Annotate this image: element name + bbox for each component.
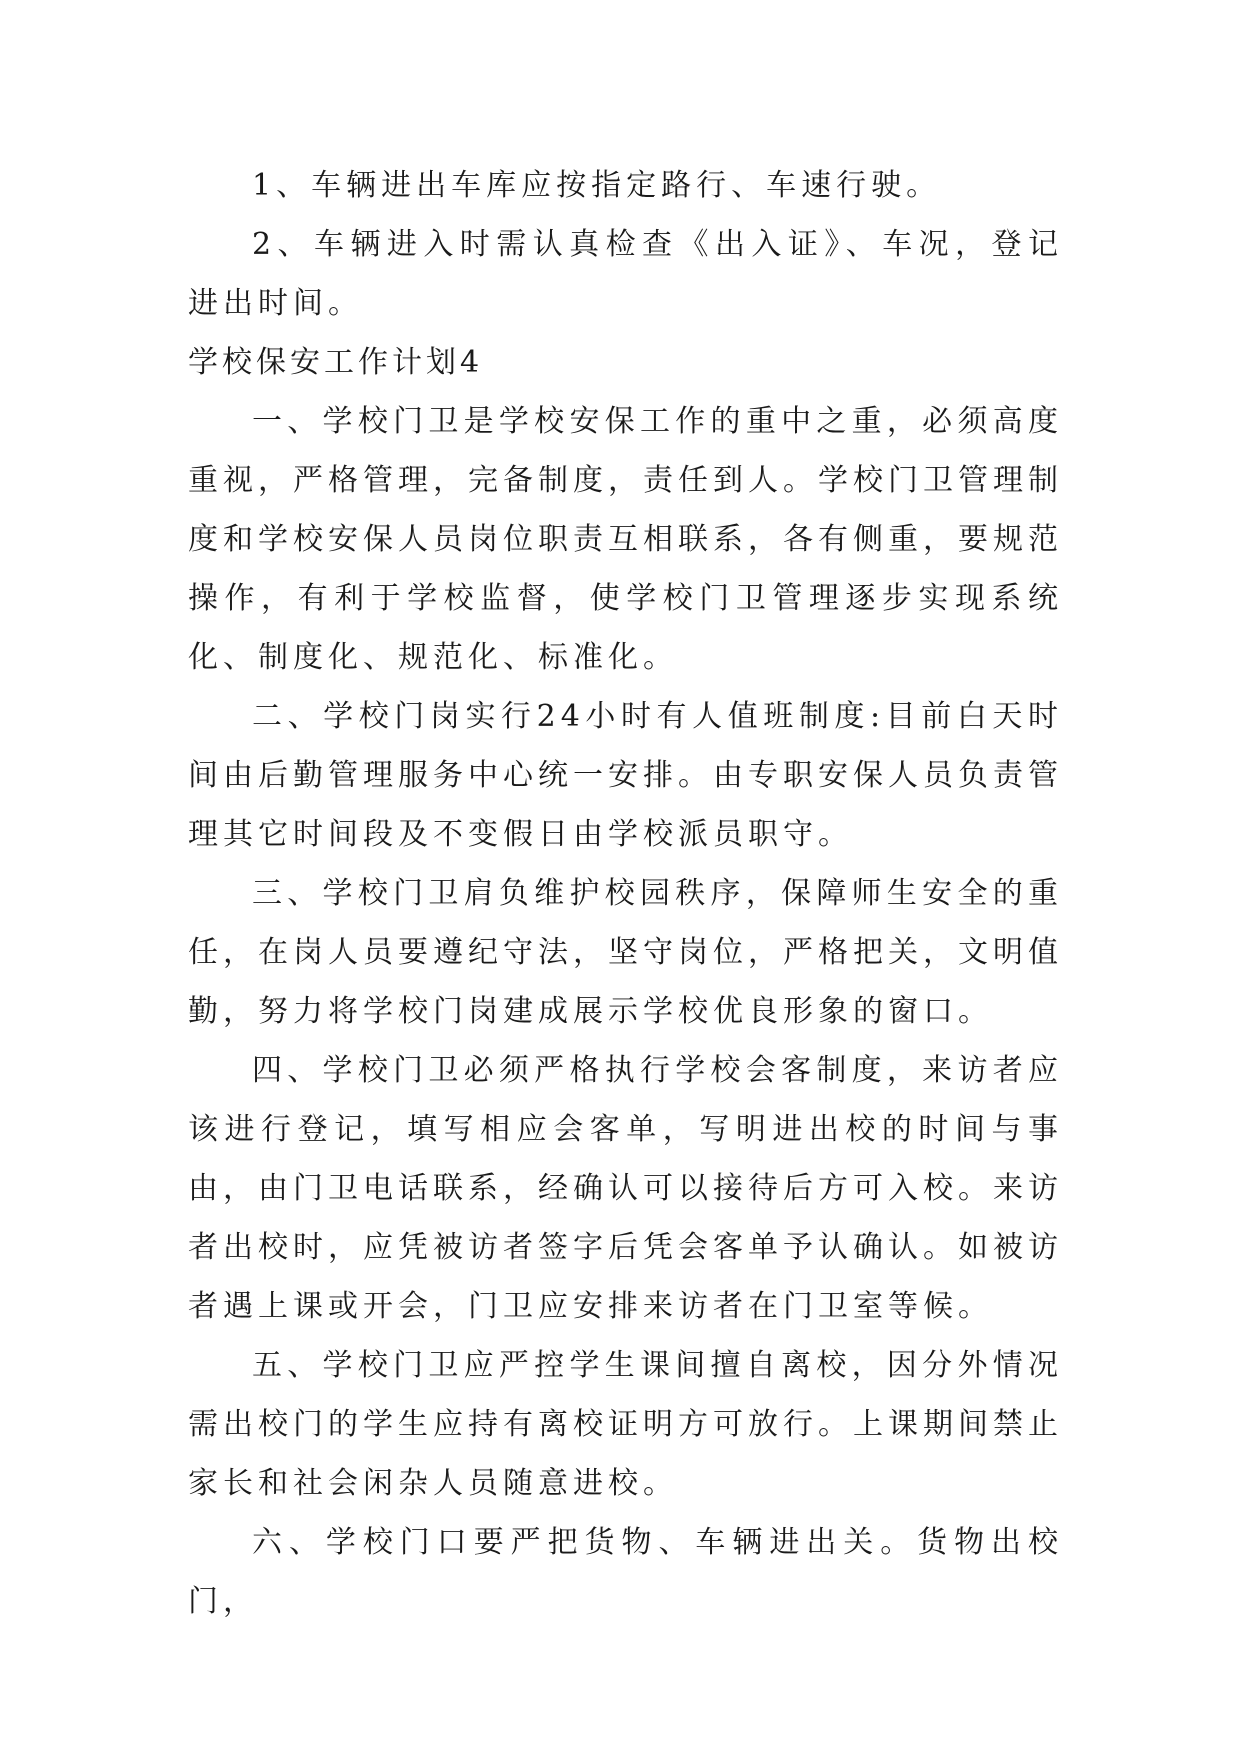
- paragraph-vehicle-rule-1: 1、车辆进出车库应按指定路行、车速行驶。: [252, 168, 942, 203]
- document-body: [188, 156, 1063, 1631]
- paragraph-item-5: 五、学校门卫应严控学生课间擅自离校，因分外情况需出校门的学生应持有离校证明方可放行。上课期间禁止家长和社会闲杂人员随意进校。: [188, 1348, 1063, 1501]
- section-heading: 学校保安工作计划4: [188, 345, 484, 380]
- paragraph-item-4: 四、学校门卫必须严格执行学校会客制度，来访者应该进行登记，填写相应会客单，写明进出校的时间与事由，由门卫电话联系，经确认可以接待后方可入校。来访者出校时，应凭被访者签字后凭会客单予认确认。如被访者遇上课或开会，门卫应安排来访者在门卫室等候。: [188, 1053, 1063, 1324]
- paragraph-vehicle-rule-2: 2、车辆进入时需认真检查《出入证》、车况，登记进出时间。: [188, 227, 1063, 321]
- paragraph-item-2: 二、学校门岗实行24小时有人值班制度:目前白天时间由后勤管理服务中心统一安排。由专职安保人员负责管理其它时间段及不变假日由学校派员职守。: [188, 699, 1063, 852]
- paragraph-item-1: 一、学校门卫是学校安保工作的重中之重，必须高度重视，严格管理，完备制度，责任到人。学校门卫管理制度和学校安保人员岗位职责互相联系，各有侧重，要规范操作，有利于学校监督，使学校门卫管理逐步实现系统化、制度化、规范化、标准化。: [188, 404, 1063, 675]
- paragraph-item-6: 六、学校门口要严把货物、车辆进出关。货物出校门，: [188, 1525, 1063, 1619]
- paragraph-item-3: 三、学校门卫肩负维护校园秩序，保障师生安全的重任，在岗人员要遵纪守法，坚守岗位，严格把关，文明值勤，努力将学校门岗建成展示学校优良形象的窗口。: [188, 876, 1063, 1029]
